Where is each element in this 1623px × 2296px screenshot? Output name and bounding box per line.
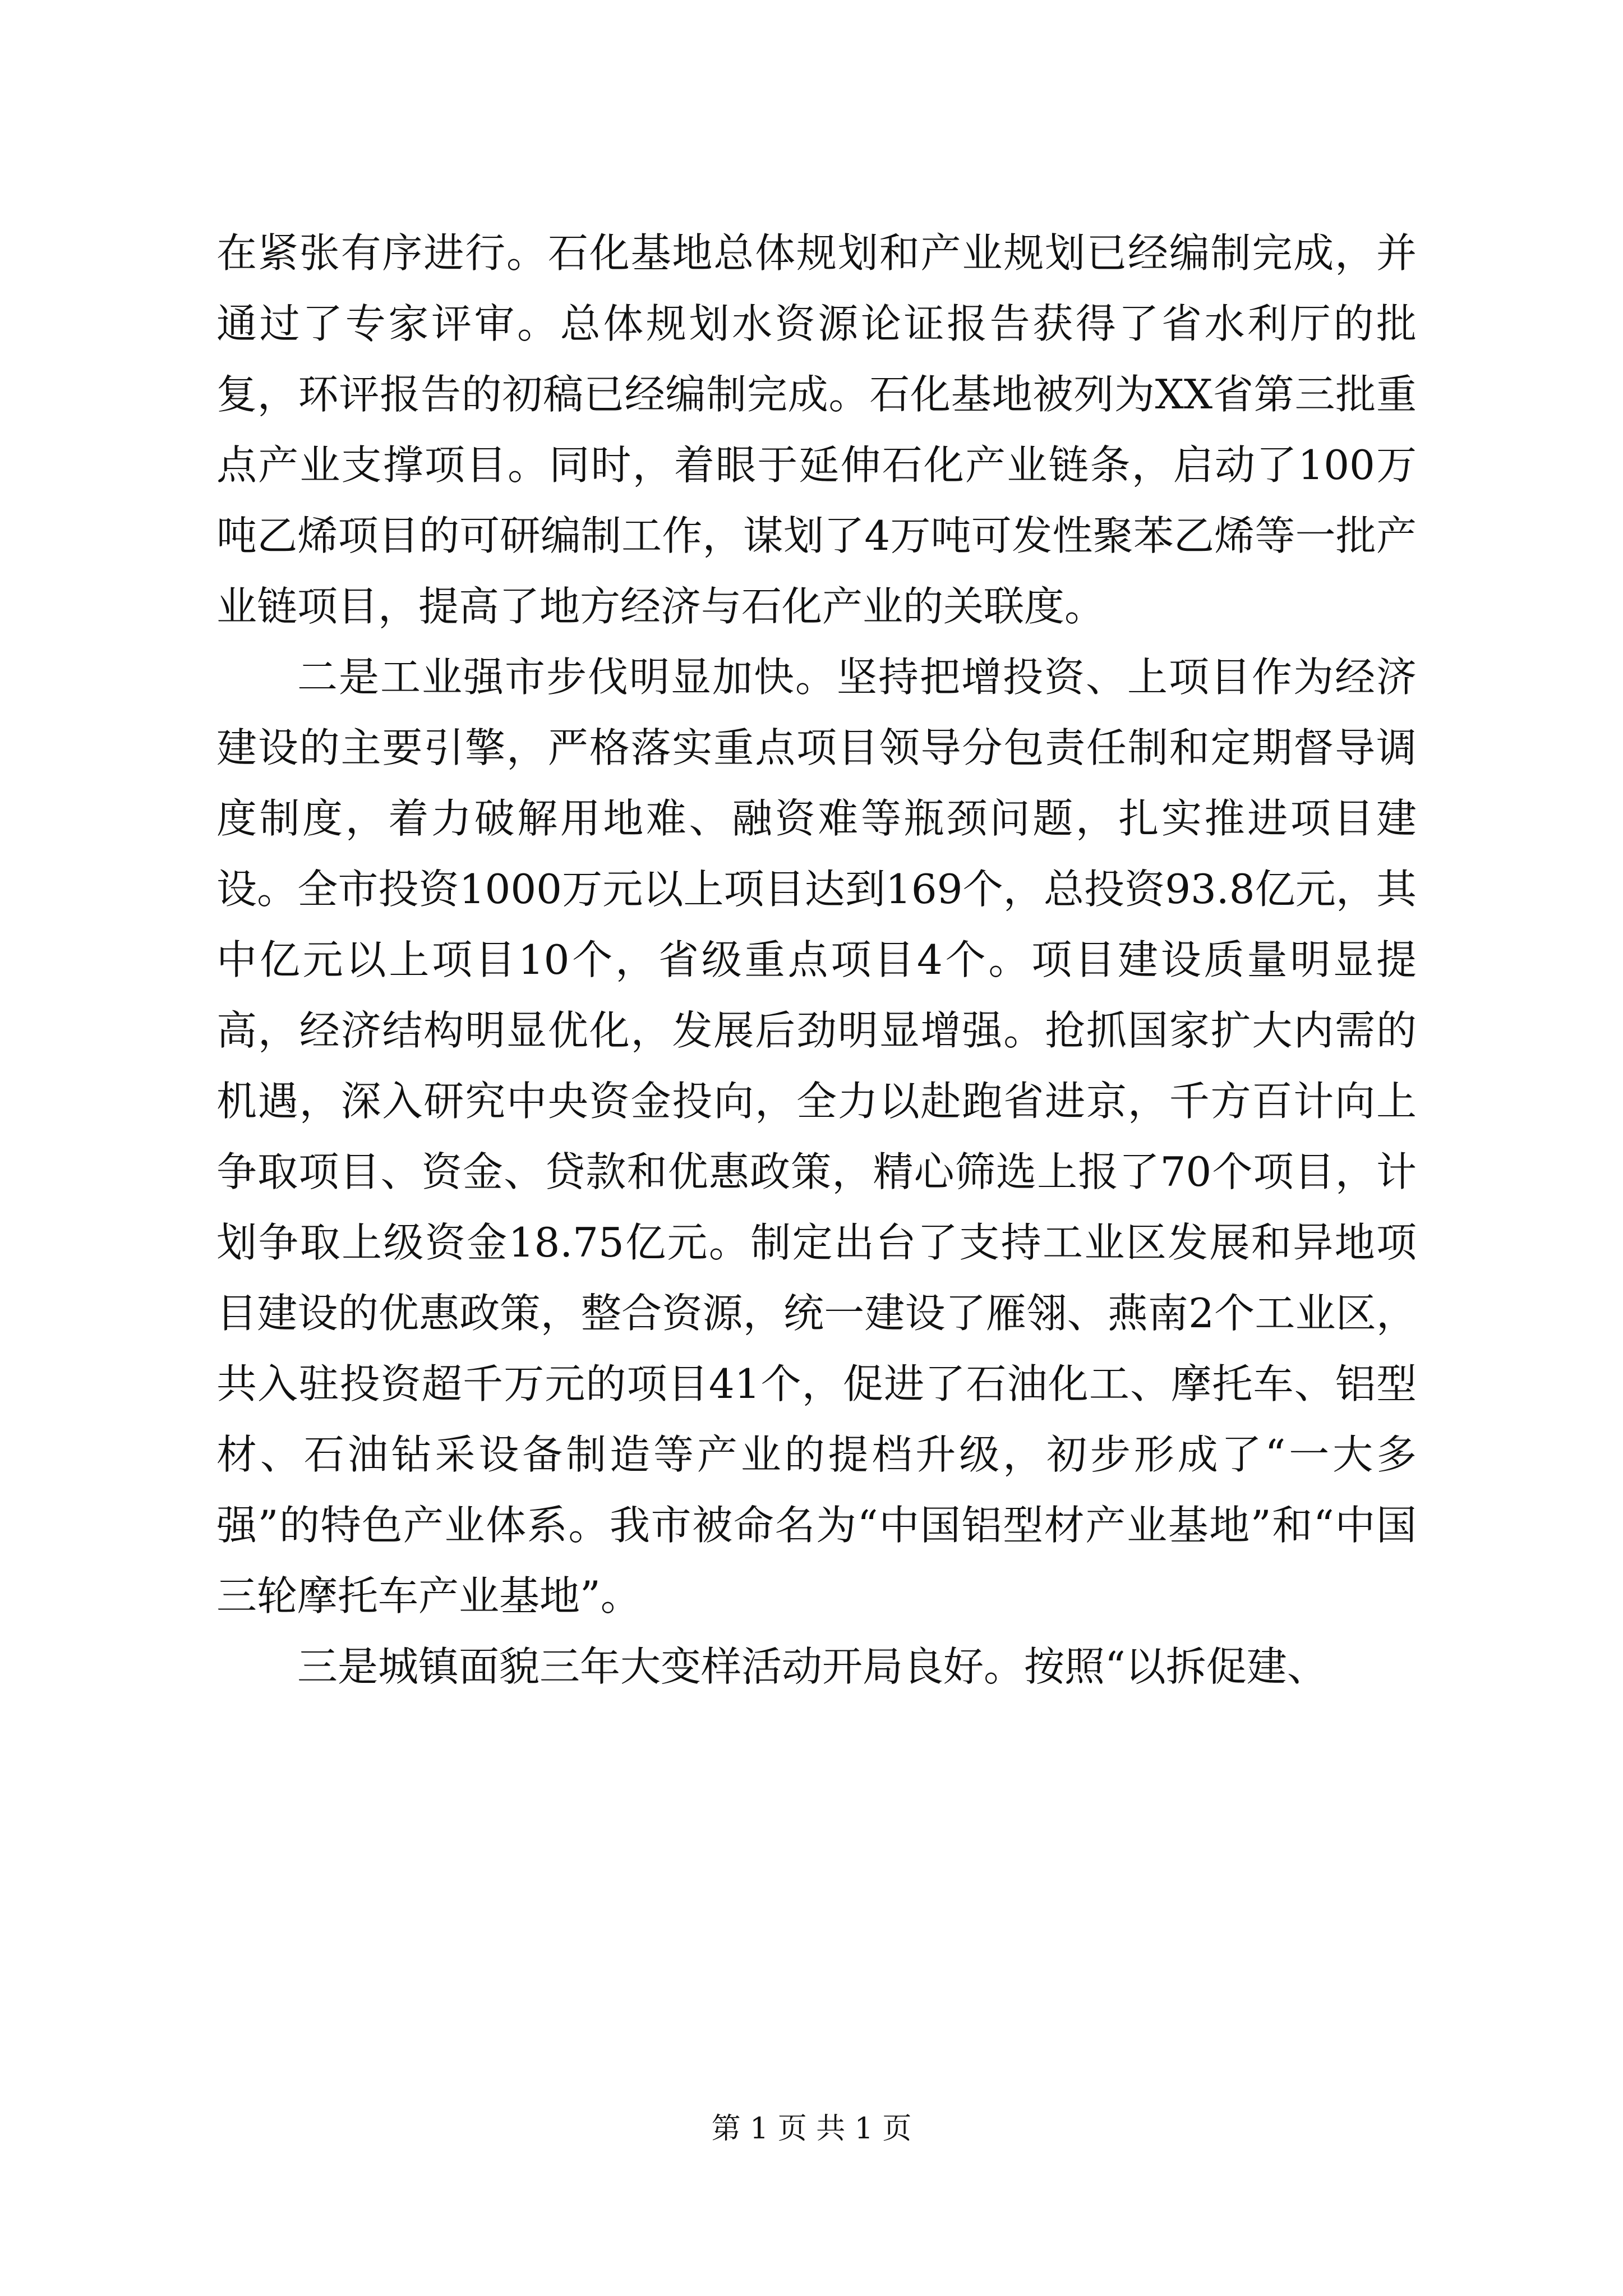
paragraph-urban: 三是城镇面貌三年大变样活动开局良好。按照“以拆促建、: [297, 1643, 1327, 1690]
paragraph-industry: 二是工业强市步伐明显加快。坚持把增投资、上项目作为经济建设的主要引擎，严格落实重点项目领导分包责任制和定期督导调度制度，着力破解用地难、融资难等瓶颈问题，扎实推进项目建设。全市投资1000万元以上项目达到169个，总投资93.8亿元，其中亿元以上项目10个，省级重点项目4个。项目建设质量明显提高，经济结构明显优化，发展后劲明显增强。抢抓国家扩大内需的机遇，深入研究中央资金投向，全力以赴跑省进京，千方百计向上争取项目、资金、贷款和优惠政策，精心筛选上报了70个项目，计划争取上级资金18.75亿元。制定出台了支持工业区发展和异地项目建设的优惠政策，整合资源，统一建设了雁翎、燕南2个工业区，共入驻投资超千万元的项目41个，促进了石油化工、摩托车、铝型材、石油钻采设备制造等产业的提档升级，初步形成了“一大多强”的特色产业体系。我市被命名为“中国铝型材产业基地”和“中国三轮摩托车产业基地”。: [216, 654, 1417, 1619]
paragraph-continued: 在紧张有序进行。石化基地总体规划和产业规划已经编制完成，并通过了专家评审。总体规划水资源论证报告获得了省水利厅的批复，环评报告的初稿已经编制完成。石化基地被列为XX省第三批重点产业支撑项目。同时，着眼于延伸石化产业链条，启动了100万吨乙烯项目的可研编制工作，谋划了4万吨可发性聚苯乙烯等一批产业链项目，提高了地方经济与石化产业的关联度。: [216, 229, 1417, 630]
body-text: [216, 218, 1417, 1702]
page-footer: 第 1 页 共 1 页: [711, 2112, 912, 2146]
